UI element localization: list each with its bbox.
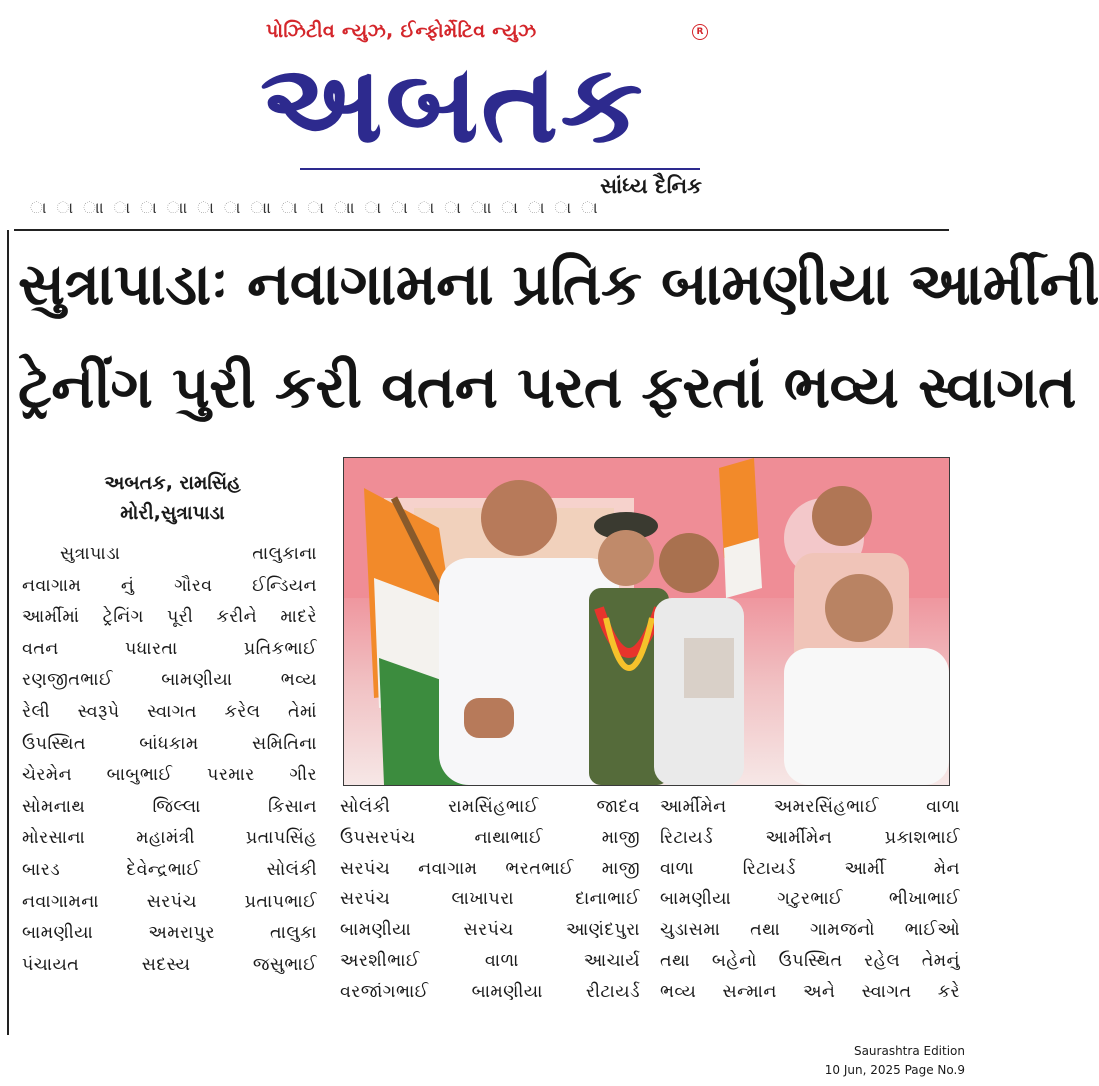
column-line: વરજાંગભાઈ બામણીયા રીટાયર્ડ (340, 981, 640, 1002)
column-line: આર્મીમેન અમરસિંહભાઈ વાળા (660, 797, 960, 817)
column-line: સોલંકી રામસિંહભાઈ જાદવ (340, 797, 640, 817)
column-line: સુત્રાપાડા તાલુકાના (60, 544, 317, 564)
column-line: તથા બહેનો ઉપસ્થિત રહેલ તેમનું (660, 950, 960, 971)
masthead-tagline: પોઝિટીવ ન્યુઝ, ઈન્ફોર્મેટિવ ન્યુઝ (266, 20, 537, 42)
article-column-3 (660, 793, 960, 1009)
column-line: બામણીયા સરપંચ આણંદપુરા (340, 920, 640, 941)
column-line: વાળા રિટાયર્ડ આર્મી મેન (660, 858, 960, 879)
byline-line-1: અબતક, રામસિંહ (104, 472, 241, 494)
column-line: નવાગામના સરપંચ પ્રતાપભાઈ (22, 891, 317, 912)
headline-line-1: સુત્રાપાડાઃ નવાગામના પ્રતિક બામણીયા આર્મીની (18, 250, 1099, 318)
column-line: અરશીભાઈ વાળા આચાર્ય (340, 950, 640, 971)
column-line: નવાગામ નું ગૌરવ ઈન્ડિયન (22, 575, 317, 596)
registered-trademark-icon: R (692, 24, 708, 40)
column-line: રેલી સ્વરૂપે સ્વાગત કરેલ તેમાં (22, 701, 317, 722)
article-top-rule (14, 229, 949, 231)
column-line: ચેરમેન બાબુભાઈ પરમાર ગીર (22, 765, 317, 786)
column-line: બામણીયા ગટુરભાઈ ભીખાભાઈ (660, 889, 960, 910)
article-column-2 (340, 793, 640, 1009)
column-line: રણજીતભાઈ બામણીયા ભવ્ય (22, 670, 317, 691)
column-line: સોમનાથ જિલ્લા કિસાન (22, 796, 317, 817)
masthead-subtitle: સાંધ્ય દૈનિક (600, 174, 702, 198)
column-line: ચુડાસમા તથા ગામજનો ભાઈઓ (660, 920, 960, 941)
column-line: ઉપસરપંચ નાથાભાઈ માજી (340, 827, 640, 848)
masthead (260, 18, 710, 208)
newspaper-logo: અબતક (260, 42, 646, 167)
column-line: આર્મીમાં ટ્રેનિંગ પૂરી કરીને માદરે (22, 607, 317, 628)
column-line: ભવ્ય સન્માન અને સ્વાગત કરે (660, 981, 960, 1002)
column-line: બામણીયા અમરાપુર તાલુકા (22, 923, 317, 944)
article-left-rule (7, 230, 9, 1035)
article-column-1 (22, 540, 317, 982)
byline-line-2: મોરી,સુત્રાપાડા (120, 502, 225, 524)
column-line: સરપંચ લાખાપરા દાનાભાઈ (340, 889, 640, 910)
edition-label: Saurashtra Edition (853, 1044, 965, 1058)
headline-line-2: ટ્રેનીંગ પુરી કરી વતન પરત ફરતાં ભવ્ય સ્વાગત (18, 353, 1076, 421)
felicitation-photo-illustration (344, 458, 949, 785)
article-photo (343, 457, 950, 786)
column-line: સરપંચ નવાગામ ભરતભાઈ માજી (340, 858, 640, 879)
column-line: બારડ દેવેન્દ્રભાઈ સોલંકી (22, 859, 317, 880)
column-line: પંચાયત સદસ્ય જસુભાઈ (22, 954, 317, 975)
column-line: ઉપસ્થિત બાંધકામ સમિતિના (22, 733, 317, 754)
column-line: વતન પધારતા પ્રતિકભાઈ (22, 638, 317, 659)
masthead-rule (300, 168, 700, 170)
cropped-text-line: ા ા ાા ા ા ાા ા ા ાા ા ા ાા ા ા ા ા ાા ા ા ા ા (30, 198, 604, 217)
column-line: મોરસાના મહામંત્રી પ્રતાપસિંહ (22, 828, 317, 849)
column-line: રિટાયર્ડ આર્મીમેન પ્રકાશભાઈ (660, 827, 960, 848)
date-page-label: 10 Jun, 2025 Page No.9 (824, 1063, 965, 1077)
